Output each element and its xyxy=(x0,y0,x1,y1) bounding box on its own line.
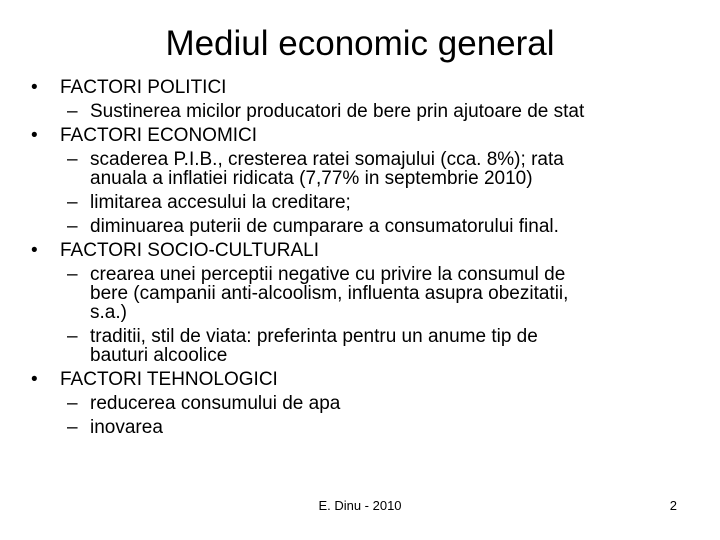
list-item-text: reducerea consumului de apa xyxy=(90,393,341,414)
list-item xyxy=(0,215,720,239)
list-item-text: traditii, stil de viata: preferinta pentru un anume tip de xyxy=(90,326,538,347)
list-item xyxy=(0,325,720,365)
bullet-icon: • xyxy=(31,240,38,261)
dash-icon: – xyxy=(67,216,78,237)
dash-icon: – xyxy=(67,264,78,285)
bullet-icon: • xyxy=(31,77,38,98)
list-item xyxy=(0,148,720,188)
section-heading: FACTORI SOCIO-CULTURALI xyxy=(60,240,319,261)
section-heading: FACTORI ECONOMICI xyxy=(60,125,258,146)
bullet-icon: • xyxy=(31,125,38,146)
dash-icon: – xyxy=(67,101,78,122)
page-number: 2 xyxy=(669,498,677,513)
list-item xyxy=(0,416,720,440)
dash-icon: – xyxy=(67,417,78,438)
list-item xyxy=(0,392,720,416)
list-item xyxy=(0,100,720,124)
section-factori-economici xyxy=(0,124,720,148)
dash-icon: – xyxy=(67,149,78,170)
list-item-text: crearea unei perceptii negative cu privire la consumul de xyxy=(90,264,566,285)
list-item-text-continued: bere (campanii anti-alcoolism, influenta asupra obezitatii, xyxy=(90,283,569,304)
list-item xyxy=(0,191,720,215)
section-factori-politici xyxy=(0,76,720,100)
section-heading: FACTORI POLITICI xyxy=(60,77,227,98)
list-item-text: limitarea accesului la creditare; xyxy=(90,192,351,213)
dash-icon: – xyxy=(67,393,78,414)
section-factori-tehnologici xyxy=(0,368,720,392)
list-item-text-continued: bauturi alcoolice xyxy=(90,345,228,366)
list-item xyxy=(0,263,720,322)
section-heading: FACTORI TEHNOLOGICI xyxy=(60,369,278,390)
footer-author: E. Dinu - 2010 xyxy=(318,498,402,513)
slide-title: Mediul economic general xyxy=(165,24,555,63)
list-item-text-continued: anuala a inflatiei ridicata (7,77% in septembrie 2010) xyxy=(90,168,533,189)
section-factori-socio-culturali xyxy=(0,239,720,263)
list-item-text: inovarea xyxy=(90,417,163,438)
list-item-text: scaderea P.I.B., cresterea ratei somajului (cca. 8%); rata xyxy=(90,149,564,170)
dash-icon: – xyxy=(67,192,78,213)
list-item-text: diminuarea puterii de cumparare a consumatorului final. xyxy=(90,216,559,237)
list-item-text: Sustinerea micilor producatori de bere prin ajutoare de stat xyxy=(90,101,585,122)
dash-icon: – xyxy=(67,326,78,347)
bullet-icon: • xyxy=(31,369,38,390)
list-item-text-continued: s.a.) xyxy=(90,302,127,323)
bullet-list xyxy=(0,76,720,440)
